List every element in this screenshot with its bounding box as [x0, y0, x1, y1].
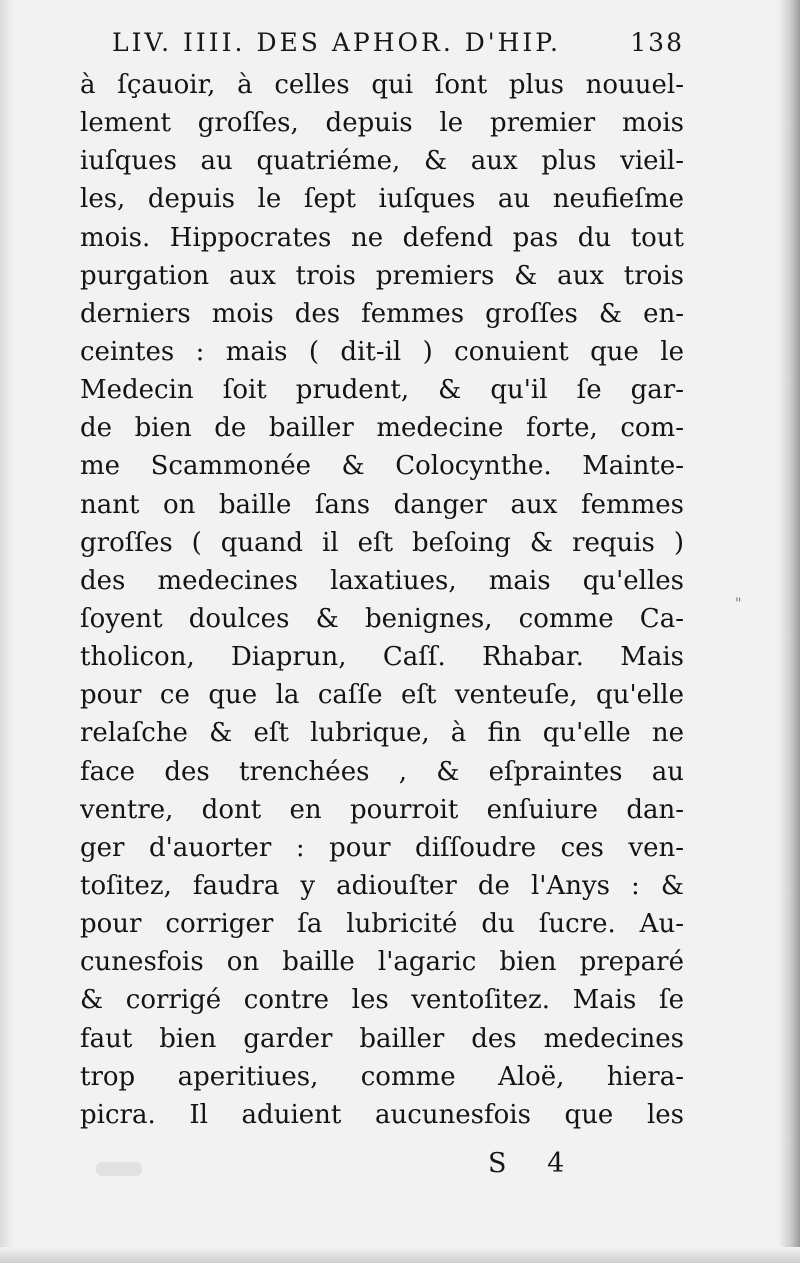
- text-line: cunesfois on baille l'agaric bien preparé: [80, 947, 684, 978]
- text-line: toſitez, faudra y adiouſter de l'Anys : &: [80, 870, 684, 901]
- text-line: de bien de bailler medecine forte, com-: [80, 413, 684, 444]
- running-head-title: LIV. IIII. DES APHOR. D'HIP.: [112, 28, 562, 57]
- text-line: mois. Hippocrates ne defend pas du tout: [80, 222, 684, 253]
- page-bottom-shadow: [0, 1247, 800, 1263]
- text-line: & corrigé contre les ventoſitez. Mais ſe: [80, 985, 684, 1016]
- text-line: des medecines laxatiues, mais qu'elles: [80, 565, 684, 596]
- page-gutter-shadow: [778, 0, 800, 1263]
- text-line: face des trenchées , & eſpraintes au: [80, 756, 684, 787]
- running-head: [112, 28, 684, 57]
- text-line: picra. Il aduient aucunesfois que les: [80, 1099, 684, 1130]
- page-left-shadow: [0, 0, 14, 1263]
- text-line: pour ce que la caſſe eſt venteuſe, qu'elle: [80, 680, 684, 711]
- text-line: nant on baille ſans danger aux femmes: [80, 489, 684, 520]
- text-line: me Scammonée & Colocynthe. Mainte-: [80, 451, 684, 482]
- text-line: tholicon, Diaprun, Caſſ. Rhabar. Mais: [80, 642, 684, 673]
- text-line: les, depuis le ſept iuſques au neufieſme: [80, 184, 684, 215]
- text-line: groſſes ( quand il eſt beſoing & requis ): [80, 527, 684, 558]
- text-line: relaſche & eſt lubrique, à fin qu'elle ne: [80, 718, 684, 749]
- text-line: Medecin ſoit prudent, & qu'il ſe gar-: [80, 375, 684, 406]
- text-line: derniers mois des femmes groſſes & en-: [80, 298, 684, 329]
- margin-mark: ": [735, 596, 742, 612]
- text-line: à ſçauoir, à celles qui ſont plus nouuel-: [80, 70, 684, 100]
- text-line: purgation aux trois premiers & aux trois: [80, 260, 684, 291]
- page-number: 138: [630, 28, 684, 57]
- text-line: iuſques au quatriéme, & aux plus vieil-: [80, 146, 684, 177]
- body-text: [80, 66, 684, 1134]
- text-line: ger d'auorter : pour diſſoudre ces ven-: [80, 832, 684, 863]
- text-line: faut bien garder bailler des medecines: [80, 1023, 684, 1054]
- signature-mark: S 4: [488, 1148, 581, 1179]
- text-line: ſoyent doulces & benignes, comme Ca-: [80, 603, 684, 634]
- text-line: ceintes : mais ( dit-il ) conuient que le: [80, 336, 684, 367]
- text-line: lement groſſes, depuis le premier mois: [80, 108, 684, 139]
- text-line: trop aperitiues, comme Aloë, hiera-: [80, 1061, 684, 1092]
- text-line: pour corriger ſa lubricité du ſucre. Au-: [80, 909, 684, 940]
- ink-bleed-smudge: [96, 1162, 142, 1176]
- text-line: ventre, dont en pourroit enſuiure dan-: [80, 794, 684, 825]
